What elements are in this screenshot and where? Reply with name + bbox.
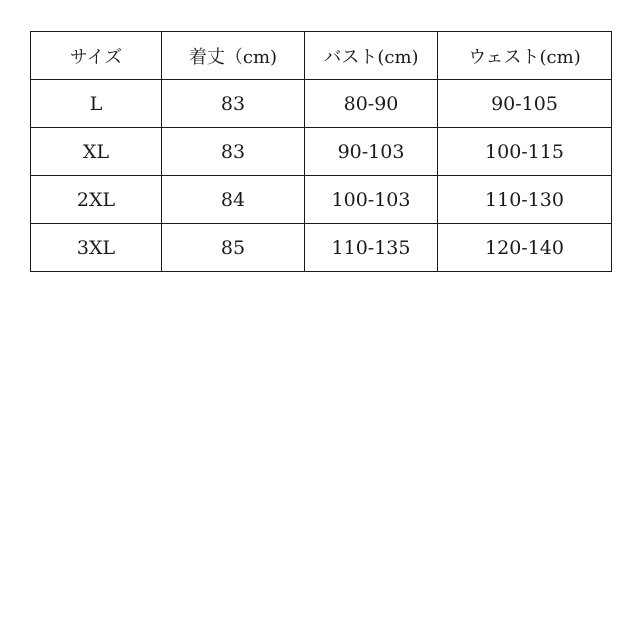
- cell-length: 83: [162, 80, 305, 128]
- header-bust: バスト(cm): [305, 32, 438, 80]
- cell-waist: 120-140: [438, 224, 612, 272]
- header-length: 着丈（cm): [162, 32, 305, 80]
- cell-waist: 100-115: [438, 128, 612, 176]
- table-row: [31, 224, 612, 272]
- cell-length: 85: [162, 224, 305, 272]
- table-row: [31, 176, 612, 224]
- cell-bust: 110-135: [305, 224, 438, 272]
- cell-bust: 80-90: [305, 80, 438, 128]
- cell-size: XL: [31, 128, 162, 176]
- cell-bust: 100-103: [305, 176, 438, 224]
- cell-size: 3XL: [31, 224, 162, 272]
- cell-waist: 110-130: [438, 176, 612, 224]
- size-chart-table: [30, 31, 612, 272]
- cell-length: 84: [162, 176, 305, 224]
- table-row: [31, 128, 612, 176]
- cell-size: 2XL: [31, 176, 162, 224]
- header-waist: ウェスト(cm): [438, 32, 612, 80]
- cell-bust: 90-103: [305, 128, 438, 176]
- cell-length: 83: [162, 128, 305, 176]
- header-row: [31, 32, 612, 80]
- cell-waist: 90-105: [438, 80, 612, 128]
- table-row: [31, 80, 612, 128]
- header-size: サイズ: [31, 32, 162, 80]
- cell-size: L: [31, 80, 162, 128]
